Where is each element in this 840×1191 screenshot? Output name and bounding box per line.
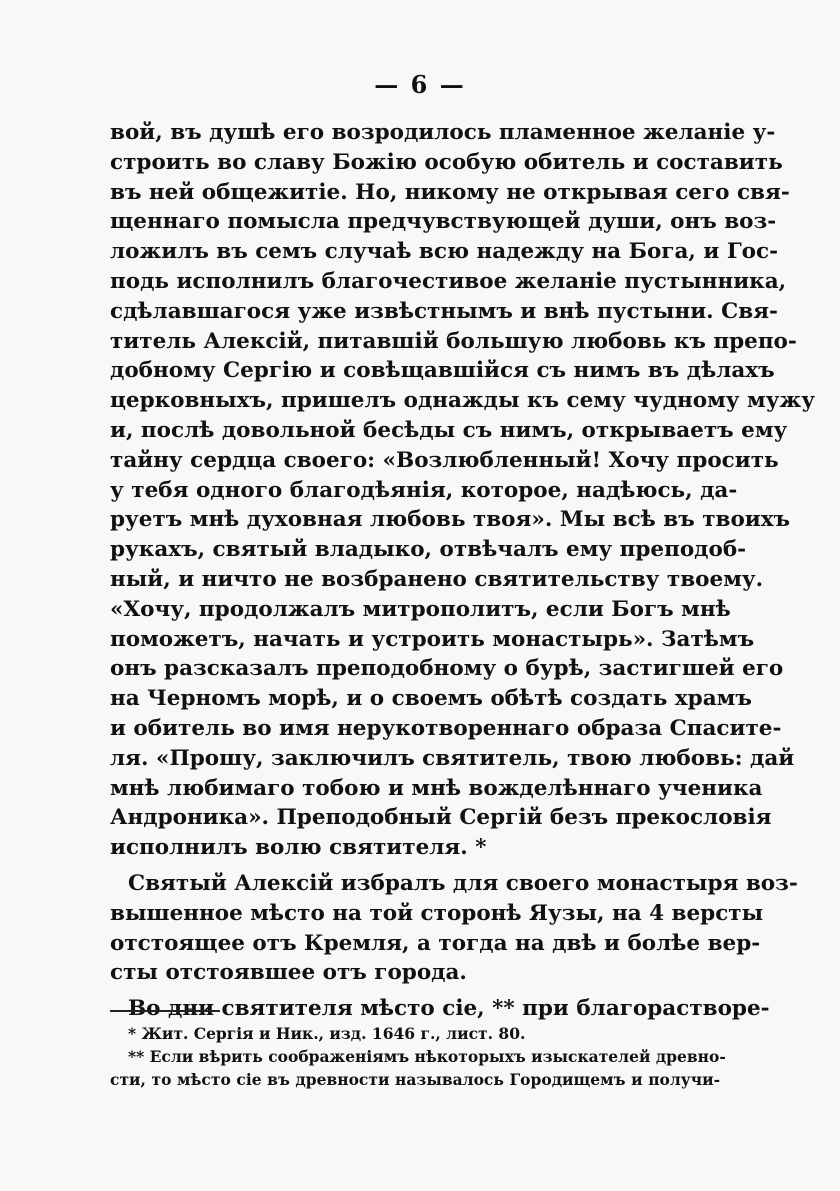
text-line: титель Алексій, питавшій большую любовь къ препо- [110, 328, 797, 354]
text-line: вой, въ душѣ его возродилось пламенное желаніе у- [110, 120, 776, 145]
text-line: щеннаго помысла предчувствующей души, онъ воз- [110, 209, 777, 235]
text-line: онъ разсказалъ преподобному о бурѣ, застигшей его [110, 656, 784, 682]
text-line: тайну сердца своего: «Возлюбленный! Хочу просить [110, 447, 779, 473]
paragraph-1 [110, 118, 815, 863]
text-line: сты отстоявшее отъ города. [110, 960, 467, 986]
footnote-line: сти, то мѣсто сіе въ древности называлось Городищемъ и получи- [110, 1070, 720, 1089]
text-line: въ ней общежитіе. Но, никому не открывая сего свя- [110, 179, 790, 205]
text-line: Во дни святителя мѣсто сіе, ** при благорастворе- [128, 996, 770, 1022]
footnotes [110, 1022, 726, 1091]
text-line: мнѣ любимаго тобою и мнѣ вожделѣннаго ученика [110, 775, 763, 801]
text-line: ложилъ въ семъ случаѣ всю надежду на Бога, и Гос- [110, 239, 779, 265]
text-line: исполнилъ волю святителя. * [110, 835, 487, 861]
text-line: руетъ мнѣ духовная любовь твоя». Мы всѣ въ твоихъ [110, 507, 791, 533]
text-line: церковныхъ, пришелъ однажды къ сему чудному мужу [110, 388, 815, 414]
text-line: «Хочу, продолжалъ митрополитъ, если Богъ мнѣ [110, 596, 731, 622]
text-line: ля. «Прошу, заключилъ святитель, твою любовь: дай [110, 745, 795, 771]
text-line: и обитель во имя нерукотвореннаго образа Спасите- [110, 715, 782, 741]
main-text [110, 118, 815, 1024]
text-line: Святый Алексій избралъ для своего монастыря воз- [128, 870, 798, 896]
text-line: Андроника». Преподобный Сергій безъ прекословія [110, 805, 772, 831]
footnote-divider [110, 1010, 220, 1012]
text-line: отстоящее отъ Кремля, а тогда на двѣ и болѣе вер- [110, 930, 761, 956]
footnote-2 [110, 1045, 726, 1091]
text-line: вышенное мѣсто на той сторонѣ Яузы, на 4 версты [110, 900, 764, 926]
text-line: на Черномъ морѣ, и о своемъ обѣтѣ создать храмъ [110, 686, 752, 712]
paragraph-2 [110, 869, 798, 988]
text-line: рукахъ, святый владыко, отвѣчалъ ему преподоб- [110, 537, 747, 563]
text-line: ный, и ничто не возбранено святительству твоему. [110, 566, 764, 592]
text-line: у тебя одного благодѣянія, которое, надѣюсь, да- [110, 477, 738, 503]
footnote-1 [110, 1022, 720, 1045]
text-line: добному Сергію и совѣщавшійся съ нимъ въ дѣлахъ [110, 358, 775, 384]
paragraph-3 [110, 994, 770, 1024]
text-line: подь исполнилъ благочестивое желаніе пустынника, [110, 268, 787, 294]
text-line: строить во славу Божію особую обитель и составить [110, 149, 783, 175]
footnote-line: ** Если вѣрить соображеніямъ нѣкоторыхъ изыскателей древно- [128, 1047, 726, 1066]
page-number: — 6 — [374, 70, 466, 99]
text-line: и, послѣ довольной бесѣды съ нимъ, открываетъ ему [110, 417, 788, 443]
text-line: сдѣлавшагося уже извѣстнымъ и внѣ пустыни. Свя- [110, 298, 778, 324]
text-line: поможетъ, начать и устроить монастырь». Затѣмъ [110, 626, 755, 652]
footnote-line: * Жит. Сергія и Ник., изд. 1646 г., лист. 80. [128, 1024, 526, 1043]
